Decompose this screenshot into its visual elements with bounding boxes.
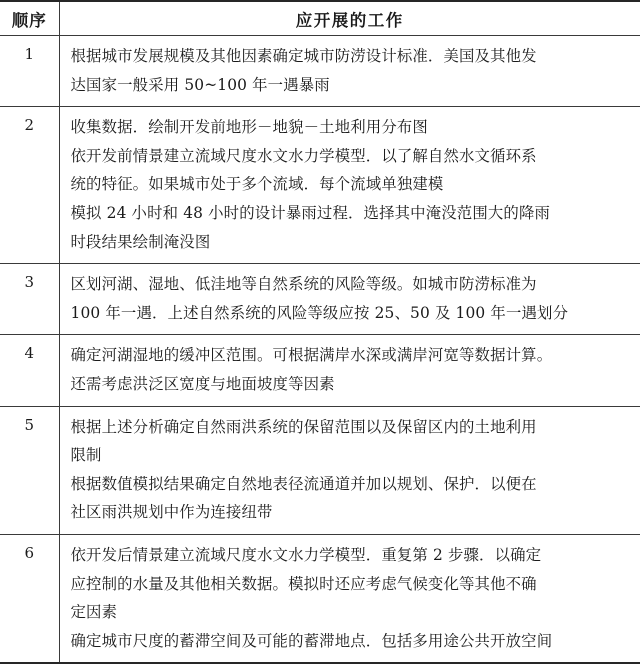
work-line: 依开发后情景建立流域尺度水文水力学模型．重复第 2 步骤．以确定 — [70, 545, 542, 564]
work-paragraph — [71, 270, 639, 327]
table-row — [0, 264, 640, 335]
table-row — [0, 534, 640, 663]
row-work-description — [59, 534, 640, 663]
row-work-description — [59, 335, 640, 406]
column-header-sequence: 顺序 — [0, 1, 59, 36]
work-paragraph — [71, 199, 639, 256]
row-work-description — [59, 264, 640, 335]
work-paragraph — [71, 341, 639, 398]
work-line: 根据上述分析确定自然雨洪系统的保留范围以及保留区内的土地利用 — [70, 417, 537, 436]
work-paragraph — [71, 142, 639, 199]
table-header-row — [0, 1, 640, 36]
work-line: 还需考虑洪泛区宽度与地面坡度等因素 — [70, 374, 335, 393]
work-line: 达国家一般采用 50~100 年一遇暴雨 — [70, 75, 330, 94]
table-header — [0, 1, 640, 36]
work-paragraph — [71, 42, 639, 99]
table-row — [0, 406, 640, 534]
work-line: 定因素 — [70, 603, 118, 622]
table-row — [0, 107, 640, 264]
table-row — [0, 335, 640, 406]
row-work-description — [59, 36, 640, 107]
work-line: 收集数据．绘制开发前地形－地貌－土地利用分布图 — [70, 118, 428, 137]
work-line: 时段结果绘制淹没图 — [70, 232, 211, 251]
work-line: 区划河湖、湿地、低洼地等自然系统的风险等级。如城市防涝标准为 — [70, 275, 537, 294]
work-line: 应控制的水量及其他相关数据。模拟时还应考虑气候变化等其他不确 — [70, 574, 537, 593]
row-sequence-number: 5 — [0, 406, 59, 534]
work-line: 模拟 24 小时和 48 小时的设计暴雨过程．选择其中淹没范围大的降雨 — [70, 203, 551, 222]
work-line: 依开发前情景建立流域尺度水文水力学模型．以了解自然水文循环系 — [70, 146, 537, 165]
work-line: 统的特征。如果城市处于多个流域．每个流域单独建模 — [70, 175, 444, 194]
work-line: 社区雨洪规划中作为连接纽带 — [70, 503, 273, 522]
work-line: 100 年一遇．上述自然系统的风险等级应按 25、50 及 100 年一遇划分 — [70, 303, 569, 322]
row-sequence-number: 3 — [0, 264, 59, 335]
work-line: 确定城市尺度的蓄滞空间及可能的蓄滞地点．包括多用途公共开放空间 — [70, 631, 553, 650]
work-line: 确定河湖湿地的缓冲区范围。可根据满岸水深或满岸河宽等数据计算。 — [70, 346, 553, 365]
work-line: 根据数值模拟结果确定自然地表径流通道并加以规划、保护．以便在 — [70, 474, 537, 493]
row-sequence-number: 6 — [24, 543, 35, 562]
work-paragraph — [71, 541, 639, 627]
column-header-work: 应开展的工作 — [59, 1, 640, 36]
table-row — [0, 36, 640, 107]
work-paragraph — [71, 413, 639, 470]
row-work-description — [59, 406, 640, 534]
table-body — [0, 36, 640, 664]
work-line: 限制 — [70, 446, 102, 465]
work-paragraph — [71, 470, 639, 527]
work-line: 根据城市发展规模及其他因素确定城市防涝设计标准．美国及其他发 — [70, 47, 537, 65]
work-paragraph — [71, 627, 639, 656]
row-work-description — [59, 107, 640, 264]
row-sequence-number: 2 — [0, 107, 59, 264]
work-paragraph — [71, 113, 639, 142]
row-sequence-number: 1 — [0, 36, 59, 107]
row-sequence-number: 4 — [0, 335, 59, 406]
